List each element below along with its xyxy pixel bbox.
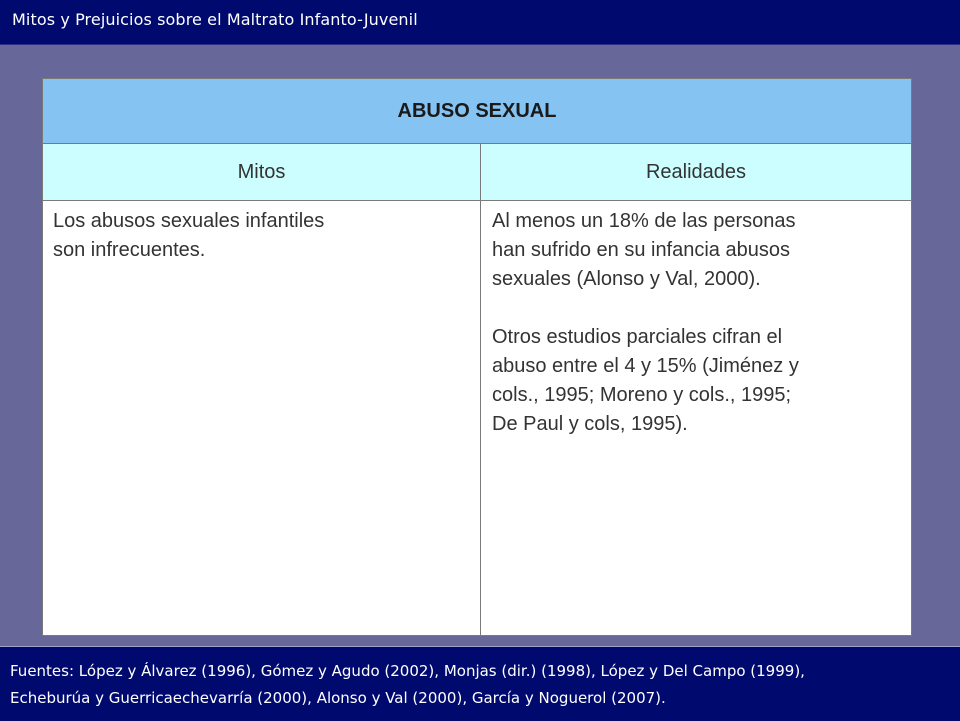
reality-line: cols., 1995; Moreno y cols., 1995; bbox=[492, 384, 792, 406]
reality-line: Al menos un 18% de las personas bbox=[492, 210, 796, 232]
sources-text bbox=[10, 658, 805, 712]
sources-line: Echeburúa y Guerricaechevarría (2000), Alonso y Val (2000), García y Noguerol (2007). bbox=[10, 689, 666, 707]
column-header-realidades: Realidades bbox=[645, 160, 747, 183]
reality-line: sexuales (Alonso y Val, 2000). bbox=[492, 268, 761, 290]
myth-cell bbox=[43, 201, 481, 635]
reality-line: De Paul y cols, 1995). bbox=[492, 413, 688, 435]
myths-table bbox=[42, 78, 912, 636]
reality-cell bbox=[481, 201, 911, 635]
header-bar bbox=[0, 0, 960, 45]
reality-line: han sufrido en su infancia abusos bbox=[492, 239, 790, 261]
reality-line: Otros estudios parciales cifran el bbox=[492, 326, 783, 348]
reality-line: abuso entre el 4 y 15% (Jiménez y bbox=[492, 355, 799, 377]
table-row bbox=[43, 201, 911, 635]
myth-line: son infrecuentes. bbox=[53, 239, 206, 261]
column-header-row bbox=[43, 144, 911, 201]
slide-title: Mitos y Prejuicios sobre el Maltrato Infanto-Juvenil bbox=[12, 10, 418, 29]
paragraph-gap bbox=[492, 294, 901, 323]
myth-line: Los abusos sexuales infantiles bbox=[53, 210, 325, 232]
column-header-mitos: Mitos bbox=[43, 144, 481, 200]
table-title: ABUSO SEXUAL bbox=[43, 79, 911, 144]
sources-line: Fuentes: López y Álvarez (1996), Gómez y Agudo (2002), Monjas (dir.) (1998), López y Del Campo (1999), bbox=[10, 662, 805, 680]
sources-footer bbox=[0, 646, 960, 721]
